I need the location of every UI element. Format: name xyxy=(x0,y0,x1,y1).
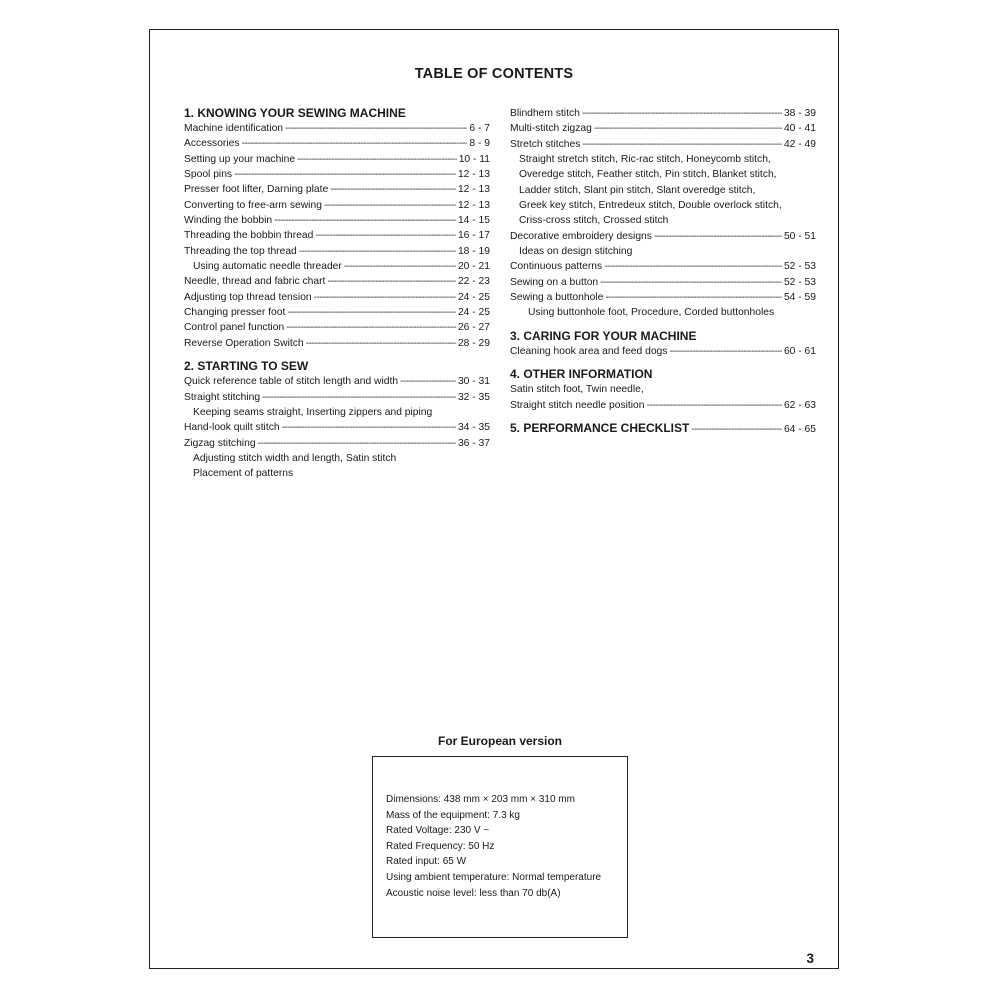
dot-leader xyxy=(582,137,782,152)
section-heading-4: 4. OTHER INFORMATION xyxy=(510,367,653,382)
dot-leader xyxy=(282,420,456,435)
toc-entry[interactable]: Blindhem stitch ----- 38 - 39 xyxy=(510,106,816,121)
dot-leader xyxy=(604,259,782,274)
dot-leader xyxy=(274,213,456,228)
toc-entry[interactable]: Stretch stitches ----- 42 - 49 xyxy=(510,137,816,152)
dot-leader xyxy=(594,121,782,136)
spec-line: Rated Frequency: 50 Hz xyxy=(386,840,495,852)
toc-entry[interactable]: Hand-look quilt stitch ----- 34 - 35 xyxy=(184,420,490,435)
dot-leader xyxy=(691,422,782,437)
spec-line: Acoustic noise level: less than 70 db(A) xyxy=(386,887,561,899)
dot-leader xyxy=(315,228,456,243)
toc-entry[interactable]: Cleaning hook area and feed dogs ----- 60 - 61 xyxy=(510,344,816,359)
dot-leader xyxy=(299,244,456,259)
toc-left-column xyxy=(184,106,490,482)
dot-leader xyxy=(605,290,782,305)
toc-entry[interactable]: Converting to free-arm sewing ----- 12 - 13 xyxy=(184,198,490,213)
toc-right-column xyxy=(510,106,816,436)
toc-entry[interactable]: Needle, thread and fabric chart ----- 22 - 23 xyxy=(184,274,490,289)
spec-line: Mass of the equipment: 7.3 kg xyxy=(386,809,520,821)
toc-entry[interactable]: Multi-stitch zigzag ----- 40 - 41 xyxy=(510,121,816,136)
spec-line: Dimensions: 438 mm × 203 mm × 310 mm xyxy=(386,794,575,805)
toc-subentry: Satin stitch foot, Twin needle, xyxy=(510,384,644,396)
toc-subentry: Greek key stitch, Entredeux stitch, Double overlock stitch, xyxy=(519,200,782,212)
toc-subentry: Placement of patterns xyxy=(193,468,294,480)
toc-entry[interactable]: Setting up your machine ----- 10 - 11 xyxy=(184,152,490,167)
section-heading-3: 3. CARING FOR YOUR MACHINE xyxy=(510,328,697,343)
page-title: TABLE OF CONTENTS xyxy=(414,66,574,82)
dot-leader xyxy=(287,305,456,320)
toc-subentry: Ladder stitch, Slant pin stitch, Slant overedge stitch, xyxy=(519,184,756,196)
toc-entry[interactable]: Decorative embroidery designs ----- 50 - 51 xyxy=(510,229,816,244)
toc-entry[interactable]: Reverse Operation Switch ----- 28 - 29 xyxy=(184,336,490,351)
toc-entry[interactable]: Changing presser foot ----- 24 - 25 xyxy=(184,305,490,320)
dot-leader xyxy=(286,320,456,335)
toc-subentry: Overedge stitch, Feather stitch, Pin stitch, Blanket stitch, xyxy=(519,169,777,181)
toc-subentry: Criss-cross stitch, Crossed stitch xyxy=(519,215,669,227)
dot-leader xyxy=(262,390,456,405)
section-heading-1: 1. KNOWING YOUR SEWING MACHINE xyxy=(184,106,406,120)
toc-subentry: Ideas on design stitching xyxy=(519,246,633,258)
spec-line: Rated Voltage: 230 V ~ xyxy=(386,825,490,837)
dot-leader xyxy=(647,398,782,413)
toc-subentry: Keeping seams straight, Inserting zippers and piping xyxy=(193,406,433,418)
toc-entry[interactable]: Threading the top thread ----- 18 - 19 xyxy=(184,244,490,259)
toc-subentry: Adjusting stitch width and length, Satin stitch xyxy=(193,452,397,464)
section-heading-2: 2. STARTING TO SEW xyxy=(184,359,309,374)
spec-line: Using ambient temperature: Normal temperature xyxy=(386,871,602,883)
toc-entry[interactable]: Presser foot lifter, Darning plate ----- 12 - 13 xyxy=(184,182,490,197)
toc-entry[interactable]: Spool pins ----- 12 - 13 xyxy=(184,167,490,182)
manual-page xyxy=(149,29,839,969)
toc-entry[interactable]: Quick reference table of stitch length and width ----- 30 - 31 xyxy=(184,374,490,389)
dot-leader xyxy=(234,167,456,182)
toc-entry[interactable]: Straight stitching ----- 32 - 35 xyxy=(184,390,490,405)
dot-leader xyxy=(285,121,467,136)
dot-leader xyxy=(669,344,782,359)
toc-entry[interactable]: Using automatic needle threader ----- 20 - 21 xyxy=(184,259,490,274)
toc-entry-performance-checklist[interactable]: 5. PERFORMANCE CHECKLIST ----- 64 - 65 xyxy=(510,421,816,436)
dot-leader xyxy=(306,336,456,351)
dot-leader xyxy=(344,259,456,274)
toc-entry[interactable]: Continuous patterns ----- 52 - 53 xyxy=(510,259,816,274)
toc-entry[interactable]: Threading the bobbin thread ----- 16 - 17 xyxy=(184,228,490,243)
european-version-title: For European version xyxy=(437,734,563,748)
dot-leader xyxy=(314,290,456,305)
dot-leader xyxy=(582,106,782,121)
toc-entry[interactable]: Accessories ----- 8 - 9 xyxy=(184,136,490,151)
dot-leader xyxy=(258,436,456,451)
dot-leader xyxy=(327,274,456,289)
dot-leader xyxy=(324,198,456,213)
dot-leader xyxy=(242,136,468,151)
toc-entry[interactable]: Zigzag stitching ----- 36 - 37 xyxy=(184,436,490,451)
dot-leader xyxy=(654,229,782,244)
dot-leader xyxy=(330,182,456,197)
dot-leader xyxy=(400,374,456,389)
toc-entry[interactable]: Adjusting top thread tension ----- 24 - 25 xyxy=(184,290,490,305)
toc-subentry: Straight stretch stitch, Ric-rac stitch, Honeycomb stitch, xyxy=(519,154,771,166)
toc-subentry: Using buttonhole foot, Procedure, Corded buttonholes xyxy=(528,307,775,319)
toc-entry[interactable]: Winding the bobbin ----- 14 - 15 xyxy=(184,213,490,228)
european-spec-box xyxy=(372,756,628,938)
dot-leader xyxy=(297,152,457,167)
toc-entry[interactable]: Straight stitch needle position ----- 62 - 63 xyxy=(510,398,816,413)
toc-entry[interactable]: Machine identification ----- 6 - 7 xyxy=(184,121,490,136)
toc-entry[interactable]: Sewing a buttonhole ----- 54 - 59 xyxy=(510,290,816,305)
dot-leader xyxy=(600,275,782,290)
toc-entry[interactable]: Sewing on a button ----- 52 - 53 xyxy=(510,275,816,290)
spec-line: Rated input: 65 W xyxy=(386,856,467,868)
toc-entry[interactable]: Control panel function ----- 26 - 27 xyxy=(184,320,490,335)
page-number: 3 xyxy=(806,951,814,966)
